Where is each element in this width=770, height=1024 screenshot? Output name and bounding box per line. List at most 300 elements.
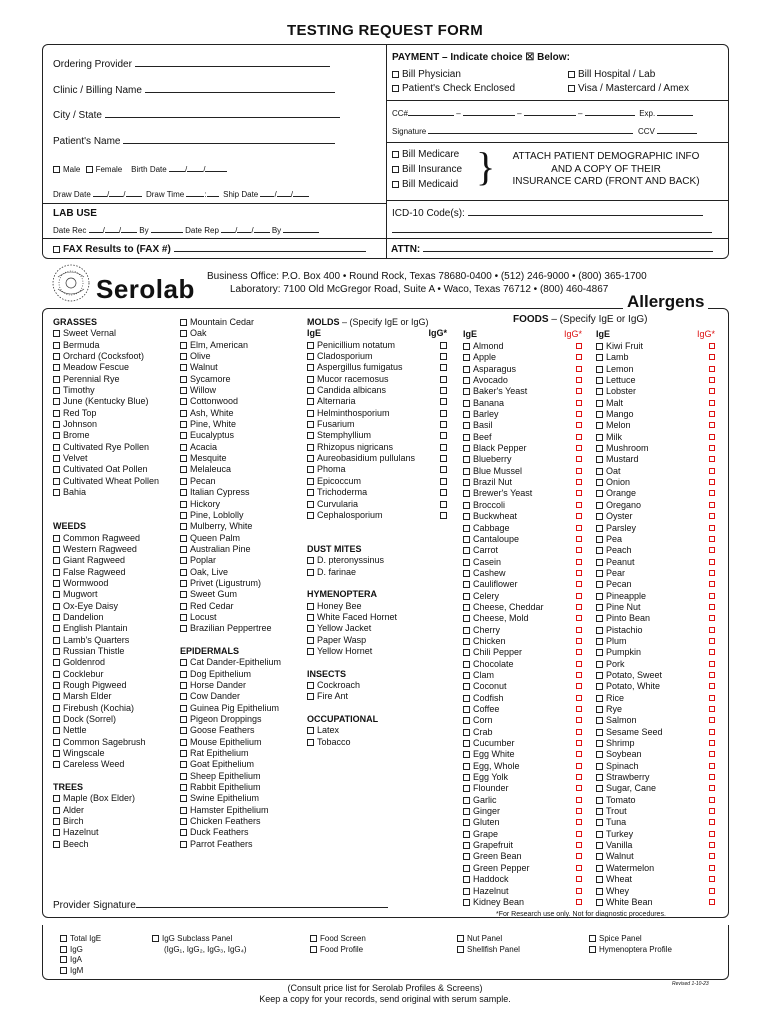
allergen-row-pea[interactable] xyxy=(596,534,715,545)
allergen-row-cantaloupe[interactable] xyxy=(463,534,582,545)
igg-checkbox[interactable] xyxy=(709,400,715,406)
checkbox-box[interactable] xyxy=(180,580,187,587)
checkbox-box[interactable] xyxy=(53,761,60,768)
checkbox-box[interactable] xyxy=(53,557,60,564)
allergen-row-beef[interactable] xyxy=(463,432,582,443)
ige-checkbox[interactable] xyxy=(463,513,470,520)
igg-checkbox[interactable] xyxy=(576,559,582,565)
allergen-row-plum[interactable] xyxy=(596,636,715,647)
checkbox-goldenrod[interactable] xyxy=(53,657,178,668)
ige-checkbox[interactable] xyxy=(307,489,314,496)
ige-checkbox[interactable] xyxy=(596,388,603,395)
checkbox-timothy[interactable] xyxy=(53,385,178,396)
ige-checkbox[interactable] xyxy=(596,808,603,815)
allergen-row-rice[interactable] xyxy=(596,693,715,704)
igg-checkbox[interactable] xyxy=(576,876,582,882)
allergen-row-pistachio[interactable] xyxy=(596,625,715,636)
checkbox-box[interactable] xyxy=(180,750,187,757)
checkbox-box[interactable] xyxy=(307,739,314,746)
female-checkbox[interactable] xyxy=(86,166,93,173)
igg-checkbox[interactable] xyxy=(576,638,582,644)
igg-checkbox[interactable] xyxy=(709,729,715,735)
allergen-row-chocolate[interactable] xyxy=(463,659,582,670)
checkbox-box[interactable] xyxy=(180,501,187,508)
checkbox-chicken-feathers[interactable] xyxy=(180,816,305,827)
igg-checkbox[interactable] xyxy=(576,661,582,667)
checkbox-box[interactable] xyxy=(180,841,187,848)
ige-checkbox[interactable] xyxy=(463,785,470,792)
ige-checkbox[interactable] xyxy=(596,502,603,509)
ige-checkbox[interactable] xyxy=(596,729,603,736)
checkbox-poplar[interactable] xyxy=(180,555,305,566)
igg-checkbox[interactable] xyxy=(440,444,447,451)
allergen-row-mucor-racemosus[interactable] xyxy=(307,374,447,385)
allergen-row-spinach[interactable] xyxy=(596,761,715,772)
checkbox-white-faced-hornet[interactable] xyxy=(307,612,447,623)
igg-checkbox[interactable] xyxy=(440,432,447,439)
checkbox-box[interactable] xyxy=(180,364,187,371)
checkbox-elm-american[interactable] xyxy=(180,340,305,351)
checkbox-johnson[interactable] xyxy=(53,419,178,430)
ige-checkbox[interactable] xyxy=(596,479,603,486)
checkbox-box[interactable] xyxy=(53,818,60,825)
checkbox-box[interactable] xyxy=(180,659,187,666)
checkbox-box[interactable] xyxy=(589,946,596,953)
checkbox-box[interactable] xyxy=(53,727,60,734)
ige-checkbox[interactable] xyxy=(463,559,470,566)
checkbox-box[interactable] xyxy=(180,727,187,734)
igg-checkbox[interactable] xyxy=(440,512,447,519)
checkbox-cultivated-oat-pollen[interactable] xyxy=(53,464,178,475)
igg-checkbox[interactable] xyxy=(576,581,582,587)
allergen-row-blue-mussel[interactable] xyxy=(463,466,582,477)
checkbox-box[interactable] xyxy=(53,535,60,542)
igg-checkbox[interactable] xyxy=(709,842,715,848)
allergen-row-melon[interactable] xyxy=(596,420,715,431)
allergen-row-parsley[interactable] xyxy=(596,523,715,534)
ige-checkbox[interactable] xyxy=(307,501,314,508)
allergen-row-green-pepper[interactable] xyxy=(463,863,582,874)
igg-checkbox[interactable] xyxy=(709,354,715,360)
igg-checkbox[interactable] xyxy=(576,865,582,871)
checkbox-hazelnut[interactable] xyxy=(53,827,178,838)
checkbox-wingscale[interactable] xyxy=(53,748,178,759)
patient-name-field[interactable]: Patient's Name xyxy=(53,135,335,147)
igg-checkbox[interactable] xyxy=(576,547,582,553)
igg-checkbox[interactable] xyxy=(576,717,582,723)
checkbox-pigeon-droppings[interactable] xyxy=(180,714,305,725)
checkbox-mountain-cedar[interactable] xyxy=(180,317,305,328)
bill-physician-option[interactable]: Bill Physician xyxy=(392,69,461,80)
city-state-field[interactable]: City / State xyxy=(53,109,340,121)
allergen-row-oregano[interactable] xyxy=(596,500,715,511)
allergen-row-rye[interactable] xyxy=(596,704,715,715)
allergen-row-shrimp[interactable] xyxy=(596,738,715,749)
checkbox-box[interactable] xyxy=(53,410,60,417)
allergen-row-peanut[interactable] xyxy=(596,557,715,568)
checkbox-box[interactable] xyxy=(53,330,60,337)
checkbox-box[interactable] xyxy=(180,603,187,610)
bill-hospital-option[interactable]: Bill Hospital / Lab xyxy=(568,69,655,80)
signature-field[interactable]: Signature CCV xyxy=(392,125,697,136)
allergen-row-cashew[interactable] xyxy=(463,568,582,579)
ige-checkbox[interactable] xyxy=(463,479,470,486)
allergen-row-kiwi-fruit[interactable] xyxy=(596,341,715,352)
checkbox-mugwort[interactable] xyxy=(53,589,178,600)
checkbox-cottonwood[interactable] xyxy=(180,396,305,407)
igg-checkbox[interactable] xyxy=(709,343,715,349)
checkbox-box[interactable] xyxy=(310,935,317,942)
checkbox-box[interactable] xyxy=(180,761,187,768)
igg-checkbox[interactable] xyxy=(709,672,715,678)
checkbox-box[interactable] xyxy=(180,682,187,689)
checkbox-box[interactable] xyxy=(180,523,187,530)
igg-checkbox[interactable] xyxy=(576,377,582,383)
igg-checkbox[interactable] xyxy=(576,627,582,633)
checkbox-box[interactable] xyxy=(60,967,67,974)
checkbox-box[interactable] xyxy=(180,795,187,802)
allergen-row-sesame-seed[interactable] xyxy=(596,727,715,738)
checkbox-tobacco[interactable] xyxy=(307,737,447,748)
checkbox-goat-epithelium[interactable] xyxy=(180,759,305,770)
allergen-row-helminthosporium[interactable] xyxy=(307,408,447,419)
checkbox-common-sagebrush[interactable] xyxy=(53,737,178,748)
checkbox-careless-weed[interactable] xyxy=(53,759,178,770)
igg-checkbox[interactable] xyxy=(709,547,715,553)
checkbox-box[interactable] xyxy=(307,637,314,644)
ige-checkbox[interactable] xyxy=(463,627,470,634)
allergen-row-corn[interactable] xyxy=(463,715,582,726)
ige-checkbox[interactable] xyxy=(596,774,603,781)
igg-checkbox[interactable] xyxy=(576,842,582,848)
checkbox-hickory[interactable] xyxy=(180,499,305,510)
igg-checkbox[interactable] xyxy=(709,581,715,587)
draw-ship-row[interactable]: Draw Date / / Draw Time : Ship Date / / xyxy=(53,188,309,199)
allergen-row-lamb[interactable] xyxy=(596,352,715,363)
igg-checkbox[interactable] xyxy=(709,456,715,462)
checkbox-box[interactable] xyxy=(180,705,187,712)
igg-checkbox[interactable] xyxy=(709,479,715,485)
allergen-row-watermelon[interactable] xyxy=(596,863,715,874)
igg-checkbox[interactable] xyxy=(709,525,715,531)
checkbox-box[interactable] xyxy=(180,444,187,451)
ige-checkbox[interactable] xyxy=(463,445,470,452)
allergen-row-chili-pepper[interactable] xyxy=(463,647,582,658)
checkbox-dandelion[interactable] xyxy=(53,612,178,623)
allergen-row-egg-whole[interactable] xyxy=(463,761,582,772)
allergen-row-mushroom[interactable] xyxy=(596,443,715,454)
ige-checkbox[interactable] xyxy=(596,717,603,724)
igg-checkbox[interactable] xyxy=(576,899,582,905)
checkbox-box[interactable] xyxy=(180,739,187,746)
ige-checkbox[interactable] xyxy=(596,445,603,452)
ige-checkbox[interactable] xyxy=(596,456,603,463)
allergen-row-pumpkin[interactable] xyxy=(596,647,715,658)
checkbox-box[interactable] xyxy=(60,935,67,942)
ige-checkbox[interactable] xyxy=(596,615,603,622)
ige-checkbox[interactable] xyxy=(463,615,470,622)
ige-checkbox[interactable] xyxy=(463,706,470,713)
igg-checkbox[interactable] xyxy=(576,683,582,689)
igg-checkbox[interactable] xyxy=(576,456,582,462)
ige-checkbox[interactable] xyxy=(463,876,470,883)
igg-checkbox[interactable] xyxy=(709,785,715,791)
checkbox-australian-pine[interactable] xyxy=(180,544,305,555)
allergen-row-alternaria[interactable] xyxy=(307,396,447,407)
checkbox-box[interactable] xyxy=(53,398,60,405)
checkbox-latex[interactable] xyxy=(307,725,447,736)
igg-checkbox[interactable] xyxy=(709,649,715,655)
checkbox-honey-bee[interactable] xyxy=(307,601,447,612)
allergen-row-broccoli[interactable] xyxy=(463,500,582,511)
checkbox-cocklebur[interactable] xyxy=(53,669,178,680)
checkbox-box[interactable] xyxy=(180,330,187,337)
ige-checkbox[interactable] xyxy=(463,377,470,384)
checkbox-box[interactable] xyxy=(53,671,60,678)
allergen-row-walnut[interactable] xyxy=(596,851,715,862)
checkbox-food-screen[interactable] xyxy=(310,934,366,945)
checkbox-mulberry-white[interactable] xyxy=(180,521,305,532)
igg-checkbox[interactable] xyxy=(709,445,715,451)
igg-checkbox[interactable] xyxy=(440,364,447,371)
checkbox-box[interactable] xyxy=(307,569,314,576)
igg-checkbox[interactable] xyxy=(709,763,715,769)
checkbox-maple-box-elder[interactable] xyxy=(53,793,178,804)
igg-checkbox[interactable] xyxy=(576,615,582,621)
checkbox-pecan[interactable] xyxy=(180,476,305,487)
allergen-row-almond[interactable] xyxy=(463,341,582,352)
ige-checkbox[interactable] xyxy=(596,638,603,645)
checkbox-box[interactable] xyxy=(180,818,187,825)
ige-checkbox[interactable] xyxy=(463,638,470,645)
checkbox-cat-dander-epithelium[interactable] xyxy=(180,657,305,668)
allergen-row-lemon[interactable] xyxy=(596,364,715,375)
checkbox-box[interactable] xyxy=(53,625,60,632)
igg-checkbox[interactable] xyxy=(576,366,582,372)
igg-checkbox[interactable] xyxy=(709,502,715,508)
allergen-row-cucumber[interactable] xyxy=(463,738,582,749)
igg-checkbox[interactable] xyxy=(576,831,582,837)
ige-checkbox[interactable] xyxy=(596,570,603,577)
ige-checkbox[interactable] xyxy=(596,547,603,554)
igg-checkbox[interactable] xyxy=(709,593,715,599)
ige-checkbox[interactable] xyxy=(307,478,314,485)
allergen-row-trout[interactable] xyxy=(596,806,715,817)
checkbox-box[interactable] xyxy=(53,466,60,473)
ige-checkbox[interactable] xyxy=(596,343,603,350)
allergen-row-potato-white[interactable] xyxy=(596,681,715,692)
checkbox-box[interactable] xyxy=(457,946,464,953)
ige-checkbox[interactable] xyxy=(463,490,470,497)
sex-birth-row[interactable]: Male Female Birth Date / / xyxy=(53,163,227,174)
checkbox-eucalyptus[interactable] xyxy=(180,430,305,441)
ige-checkbox[interactable] xyxy=(596,366,603,373)
ige-checkbox[interactable] xyxy=(307,466,314,473)
checkbox-orchard-cocksfoot[interactable] xyxy=(53,351,178,362)
checkbox-box[interactable] xyxy=(53,546,60,553)
allergen-row-candida-albicans[interactable] xyxy=(307,385,447,396)
checkbox-box[interactable] xyxy=(53,841,60,848)
checkbox-box[interactable] xyxy=(53,716,60,723)
checkbox-box[interactable] xyxy=(180,398,187,405)
ige-checkbox[interactable] xyxy=(596,706,603,713)
checkbox-box[interactable] xyxy=(53,387,60,394)
allergen-row-celery[interactable] xyxy=(463,591,582,602)
checkbox-beech[interactable] xyxy=(53,839,178,850)
checkbox-queen-palm[interactable] xyxy=(180,533,305,544)
allergen-row-brazil-nut[interactable] xyxy=(463,477,582,488)
ige-checkbox[interactable] xyxy=(463,581,470,588)
igg-checkbox[interactable] xyxy=(576,422,582,428)
checkbox-box[interactable] xyxy=(53,795,60,802)
igg-checkbox[interactable] xyxy=(709,853,715,859)
checkbox-box[interactable] xyxy=(180,512,187,519)
allergen-row-chicken[interactable] xyxy=(463,636,582,647)
allergen-row-mustard[interactable] xyxy=(596,454,715,465)
provider-signature-field[interactable]: Provider Signature xyxy=(53,899,388,911)
allergen-row-trichoderma[interactable] xyxy=(307,487,447,498)
checkbox-box[interactable] xyxy=(60,956,67,963)
checkbox-box[interactable] xyxy=(53,614,60,621)
checkbox-privet-ligustrum[interactable] xyxy=(180,578,305,589)
ige-checkbox[interactable] xyxy=(596,581,603,588)
checkbox-box[interactable] xyxy=(53,569,60,576)
checkbox-igm[interactable] xyxy=(60,966,101,977)
allergen-row-soybean[interactable] xyxy=(596,749,715,760)
allergen-row-pinto-bean[interactable] xyxy=(596,613,715,624)
allergen-row-cladosporium[interactable] xyxy=(307,351,447,362)
ige-checkbox[interactable] xyxy=(596,751,603,758)
ige-checkbox[interactable] xyxy=(463,388,470,395)
ige-checkbox[interactable] xyxy=(463,865,470,872)
checkbox-d-farinae[interactable] xyxy=(307,567,447,578)
ige-checkbox[interactable] xyxy=(463,763,470,770)
checkbox-mouse-epithelium[interactable] xyxy=(180,737,305,748)
ige-checkbox[interactable] xyxy=(307,432,314,439)
igg-checkbox[interactable] xyxy=(576,502,582,508)
ige-checkbox[interactable] xyxy=(463,672,470,679)
allergen-row-blueberry[interactable] xyxy=(463,454,582,465)
ige-checkbox[interactable] xyxy=(463,570,470,577)
checkbox-box[interactable] xyxy=(53,693,60,700)
ige-checkbox[interactable] xyxy=(596,604,603,611)
igg-checkbox[interactable] xyxy=(709,366,715,372)
checkbox-box[interactable] xyxy=(53,807,60,814)
checkbox-box[interactable] xyxy=(589,935,596,942)
ige-checkbox[interactable] xyxy=(463,434,470,441)
checkbox-box[interactable] xyxy=(53,705,60,712)
checkbox-rough-pigweed[interactable] xyxy=(53,680,178,691)
checkbox-box[interactable] xyxy=(53,829,60,836)
igg-checkbox[interactable] xyxy=(576,536,582,542)
ige-checkbox[interactable] xyxy=(307,342,314,349)
igg-checkbox[interactable] xyxy=(440,455,447,462)
ige-checkbox[interactable] xyxy=(596,411,603,418)
checkbox-box[interactable] xyxy=(180,569,187,576)
checkbox-box[interactable] xyxy=(180,466,187,473)
igg-checkbox[interactable] xyxy=(709,899,715,905)
allergen-row-vanilla[interactable] xyxy=(596,840,715,851)
checkbox-box[interactable] xyxy=(180,376,187,383)
igg-checkbox[interactable] xyxy=(709,434,715,440)
checkbox-box[interactable] xyxy=(180,432,187,439)
ige-checkbox[interactable] xyxy=(463,831,470,838)
ige-checkbox[interactable] xyxy=(463,525,470,532)
igg-checkbox[interactable] xyxy=(709,422,715,428)
patient-check-option[interactable]: Patient's Check Enclosed xyxy=(392,83,515,94)
ige-checkbox[interactable] xyxy=(596,865,603,872)
allergen-row-coconut[interactable] xyxy=(463,681,582,692)
checkbox-english-plantain[interactable] xyxy=(53,623,178,634)
allergen-row-casein[interactable] xyxy=(463,557,582,568)
igg-checkbox[interactable] xyxy=(440,353,447,360)
allergen-row-codfish[interactable] xyxy=(463,693,582,704)
igg-checkbox[interactable] xyxy=(440,387,447,394)
ordering-provider-field[interactable]: Ordering Provider xyxy=(53,58,330,70)
checkbox-red-cedar[interactable] xyxy=(180,601,305,612)
igg-subclass-panel[interactable]: IgG Subclass Panel xyxy=(152,934,247,945)
checkbox-swine-epithelium[interactable] xyxy=(180,793,305,804)
igg-checkbox[interactable] xyxy=(709,751,715,757)
allergen-row-phoma[interactable] xyxy=(307,464,447,475)
igg-checkbox[interactable] xyxy=(709,513,715,519)
igg-checkbox[interactable] xyxy=(440,421,447,428)
allergen-row-turkey[interactable] xyxy=(596,829,715,840)
allergen-row-white-bean[interactable] xyxy=(596,897,715,908)
ige-checkbox[interactable] xyxy=(596,434,603,441)
visa-option[interactable]: Visa / Mastercard / Amex xyxy=(568,83,689,94)
allergen-row-rhizopus-nigricans[interactable] xyxy=(307,442,447,453)
checkbox-parrot-feathers[interactable] xyxy=(180,839,305,850)
checkbox-wormwood[interactable] xyxy=(53,578,178,589)
checkbox-box[interactable] xyxy=(307,727,314,734)
checkbox-dog-epithelium[interactable] xyxy=(180,669,305,680)
allergen-row-coffee[interactable] xyxy=(463,704,582,715)
checkbox-total-ige[interactable] xyxy=(60,934,101,945)
ige-checkbox[interactable] xyxy=(596,490,603,497)
checkbox-box[interactable] xyxy=(180,591,187,598)
igg-checkbox[interactable] xyxy=(576,513,582,519)
igg-checkbox[interactable] xyxy=(576,445,582,451)
ige-checkbox[interactable] xyxy=(463,547,470,554)
ige-checkbox[interactable] xyxy=(596,785,603,792)
igg-checkbox[interactable] xyxy=(709,661,715,667)
ige-checkbox[interactable] xyxy=(463,661,470,668)
bill-insurance-option[interactable]: Bill Insurance xyxy=(392,164,462,175)
checkbox-sycamore[interactable] xyxy=(180,374,305,385)
ige-checkbox[interactable] xyxy=(596,661,603,668)
allergen-row-pear[interactable] xyxy=(596,568,715,579)
igg-checkbox[interactable] xyxy=(440,398,447,405)
igg-checkbox[interactable] xyxy=(576,343,582,349)
allergen-row-sugar-cane[interactable] xyxy=(596,783,715,794)
ige-checkbox[interactable] xyxy=(463,695,470,702)
ige-checkbox[interactable] xyxy=(463,354,470,361)
checkbox-box[interactable] xyxy=(53,489,60,496)
igg-checkbox[interactable] xyxy=(709,604,715,610)
checkbox-box[interactable] xyxy=(53,682,60,689)
checkbox-yellow-hornet[interactable] xyxy=(307,646,447,657)
checkbox-box[interactable] xyxy=(53,432,60,439)
ige-checkbox[interactable] xyxy=(463,808,470,815)
checkbox-yellow-jacket[interactable] xyxy=(307,623,447,634)
checkbox-bermuda[interactable] xyxy=(53,340,178,351)
male-checkbox[interactable] xyxy=(53,166,60,173)
igg-checkbox[interactable] xyxy=(440,342,447,349)
ige-checkbox[interactable] xyxy=(307,364,314,371)
ige-checkbox[interactable] xyxy=(596,876,603,883)
allergen-row-mango[interactable] xyxy=(596,409,715,420)
